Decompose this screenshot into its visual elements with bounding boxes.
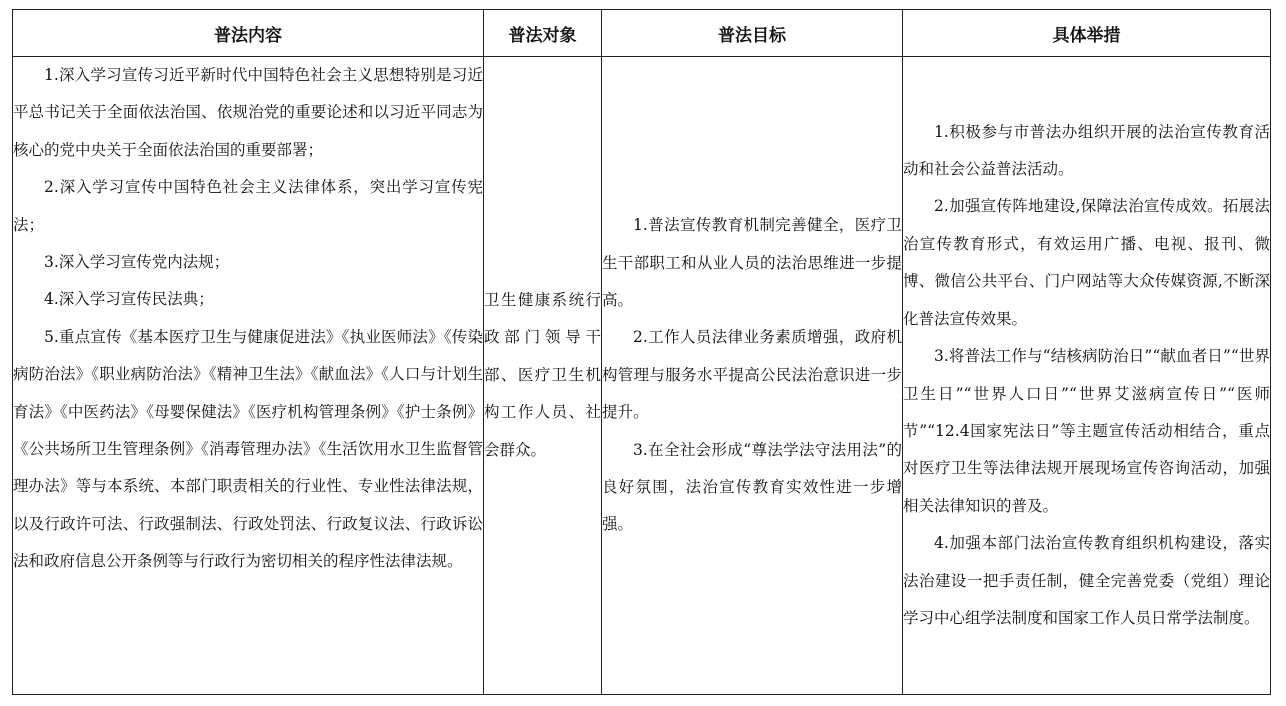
- body-row: [13, 57, 1271, 695]
- header-row: [13, 10, 1271, 57]
- goal-item: 2.工作人员法律业务素质增强，政府机构管理与服务水平提高公民法治意识进一步提升。: [602, 328, 902, 422]
- measure-item: 1.积极参与市普法办组织开展的法治宣传教育活动和社会公益普法活动。: [903, 122, 1270, 179]
- target-cell: [484, 57, 602, 695]
- goal-item: 3.在全社会形成“尊法学法守法用法”的良好氛围，法治宣传教育实效性进一步增强。: [602, 440, 902, 534]
- header-content: 普法内容: [13, 10, 484, 57]
- goal-item: 1.普法宣传教育机制完善健全，医疗卫生干部职工和从业人员的法治思维进一步提高。: [602, 216, 902, 309]
- measures-cell: [903, 57, 1271, 695]
- content-item: 5.重点宣传《基本医疗卫生与健康促进法》《执业医师法》《传染病防治法》《职业病防治法》《精神卫生法》《献血法》《人口与计划生育法》《中医药法》《母婴保健法》《医疗机构管理条例》《护士条例》《公共场所卫生管理条例》《消毒管理办法》《生活饮用水卫生监督管理办法》等与本系统、本部门职责相关的行业性、专业性法律法规，以及行政许可法、行政强制法、行政处罚法、行政复议法、行政诉讼法和政府信息公开条例等与行政行为密切相关的程序性法律法规。: [13, 327, 483, 571]
- measure-item: 3.将普法工作与“结核病防治日”“献血者日”“世界卫生日”“世界人口日”“世界艾滋病宣传日”“医师节”“12.4国家宪法日”等主题宣传活动相结合，重点对医疗卫生等法律法规开展现场宣传咨询活动，加强相关法律知识的普及。: [903, 347, 1270, 515]
- goals-cell: [602, 57, 903, 695]
- law-publicity-table: [12, 9, 1271, 695]
- measure-item: 2.加强宣传阵地建设,保障法治宣传成效。拓展法治宣传教育形式，有效运用广播、电视、报刊、微博、微信公共平台、门户网站等大众传媒资源,不断深化普法宣传效果。: [903, 197, 1270, 328]
- header-goals: 普法目标: [602, 10, 903, 57]
- content-item: 1.深入学习宣传习近平新时代中国特色社会主义思想特别是习近平总书记关于全面依法治国、依规治党的重要论述和以习近平同志为核心的党中央关于全面依法治国的重要部署；: [13, 66, 483, 159]
- target-text: 卫生健康系统行政部门领导干部、医疗卫生机构工作人员、社会群众。: [484, 290, 601, 459]
- measure-item: 4.加强本部门法治宣传教育组织机构建设，落实法治建设一把手责任制，健全完善党委（党组）理论学习中心组学法制度和国家工作人员日常学法制度。: [903, 534, 1270, 627]
- content-item: 2.深入学习宣传中国特色社会主义法律体系，突出学习宣传宪法；: [13, 178, 483, 234]
- header-measures: 具体举措: [903, 10, 1271, 57]
- header-target: 普法对象: [484, 10, 602, 57]
- content-cell: [13, 57, 484, 695]
- content-item: 3.深入学习宣传党内法规；: [44, 253, 230, 272]
- content-item: 4.深入学习宣传民法典；: [44, 290, 214, 309]
